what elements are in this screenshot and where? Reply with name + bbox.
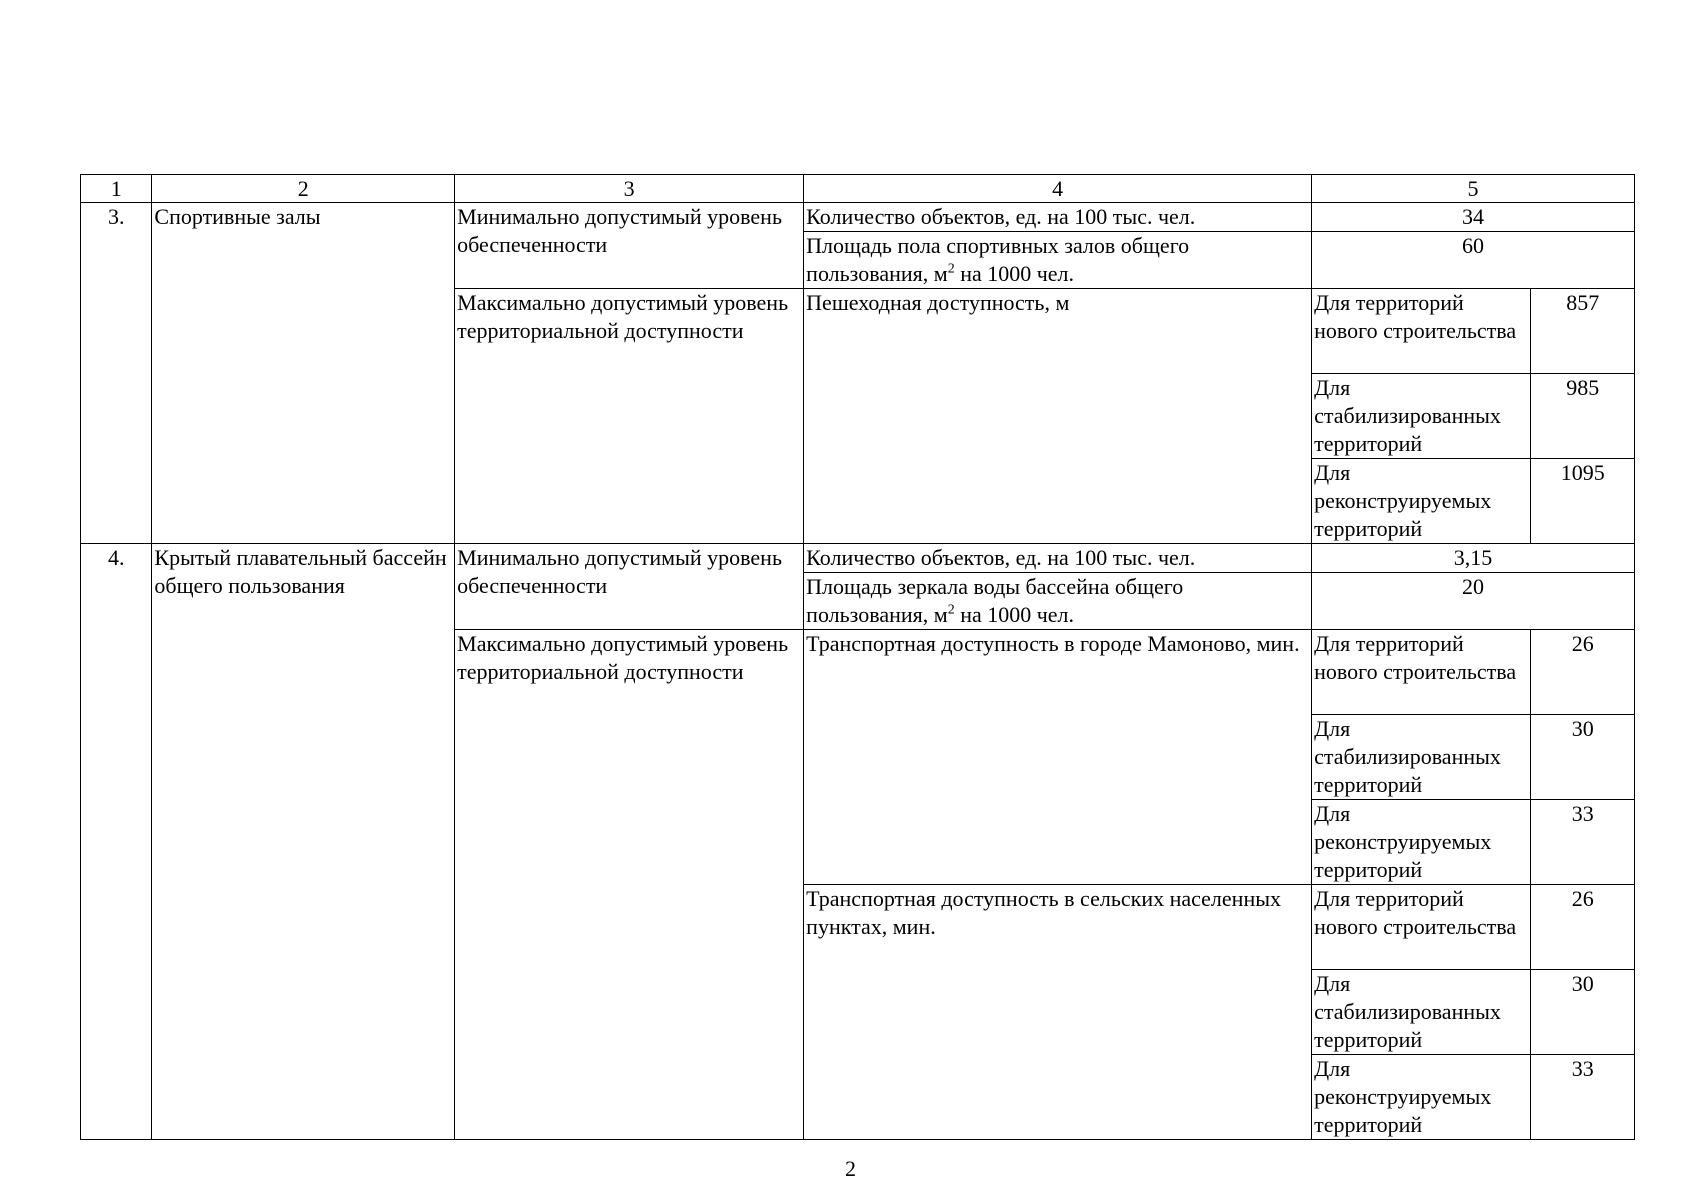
sub-value: 30: [1531, 715, 1635, 800]
header-col-1: 1: [81, 175, 152, 203]
sub-label: Для территорий нового строительства: [1312, 289, 1531, 374]
sub-label: Для реконструируемых территорий: [1312, 459, 1531, 544]
header-col-2: 2: [152, 175, 455, 203]
min-level-label: Минимально допустимый уровень обеспеченности: [455, 544, 804, 630]
sub-label: Для реконструируемых территорий: [1312, 800, 1531, 885]
area-label-text: Площадь зеркала воды бассейна общего пользования, м: [806, 574, 1184, 627]
sub-label: Для стабилизированных территорий: [1312, 970, 1531, 1055]
sub-value: 26: [1531, 885, 1635, 970]
max-level-label: Максимально допустимый уровень территориальной доступности: [455, 630, 804, 1140]
access-label: Пешеходная доступность, м: [804, 289, 1312, 544]
table-row: [81, 203, 1635, 232]
facility-name: Крытый плавательный бассейн общего пользования: [152, 544, 455, 1140]
sub-label: Для территорий нового строительства: [1312, 885, 1531, 970]
area-label-sup: 2: [947, 261, 955, 277]
count-label: Количество объектов, ед. на 100 тыс. чел.: [804, 544, 1312, 573]
count-label: Количество объектов, ед. на 100 тыс. чел.: [804, 203, 1312, 232]
row-number: 3.: [81, 203, 152, 544]
header-col-3: 3: [455, 175, 804, 203]
count-value: 34: [1312, 203, 1635, 232]
sub-value: 985: [1531, 374, 1635, 459]
header-col-5: 5: [1312, 175, 1635, 203]
area-label-sup: 2: [947, 602, 955, 618]
sub-value: 33: [1531, 1055, 1635, 1140]
min-level-label: Минимально допустимый уровень обеспеченности: [455, 203, 804, 289]
sub-value: 30: [1531, 970, 1635, 1055]
area-label-tail: на 1000 чел.: [954, 602, 1075, 627]
facility-name: Спортивные залы: [152, 203, 455, 544]
table-row: [81, 544, 1635, 573]
area-value: 60: [1312, 232, 1635, 289]
area-value: 20: [1312, 573, 1635, 630]
max-level-label: Максимально допустимый уровень территориальной доступности: [455, 289, 804, 544]
sub-label: Для реконструируемых территорий: [1312, 1055, 1531, 1140]
header-col-4: 4: [804, 175, 1312, 203]
sub-label: Для территорий нового строительства: [1312, 630, 1531, 715]
area-label: [804, 232, 1312, 289]
row-number: 4.: [81, 544, 152, 1140]
sub-value: 1095: [1531, 459, 1635, 544]
area-label-tail: на 1000 чел.: [954, 261, 1075, 286]
area-label-text: Площадь пола спортивных залов общего пользования, м: [806, 233, 1190, 286]
header-row: [81, 175, 1635, 203]
sub-value: 33: [1531, 800, 1635, 885]
sub-label: Для стабилизированных территорий: [1312, 715, 1531, 800]
sub-value: 26: [1531, 630, 1635, 715]
count-value: 3,15: [1312, 544, 1635, 573]
access-rural-label: Транспортная доступность в сельских населенных пунктах, мин.: [804, 885, 1312, 1140]
sub-value: 857: [1531, 289, 1635, 374]
sub-label: Для стабилизированных территорий: [1312, 374, 1531, 459]
page-number: 2: [845, 1156, 856, 1181]
access-city-label: Транспортная доступность в городе Мамоново, мин.: [804, 630, 1312, 885]
area-label: [804, 573, 1312, 630]
standards-table: [80, 174, 1635, 1140]
